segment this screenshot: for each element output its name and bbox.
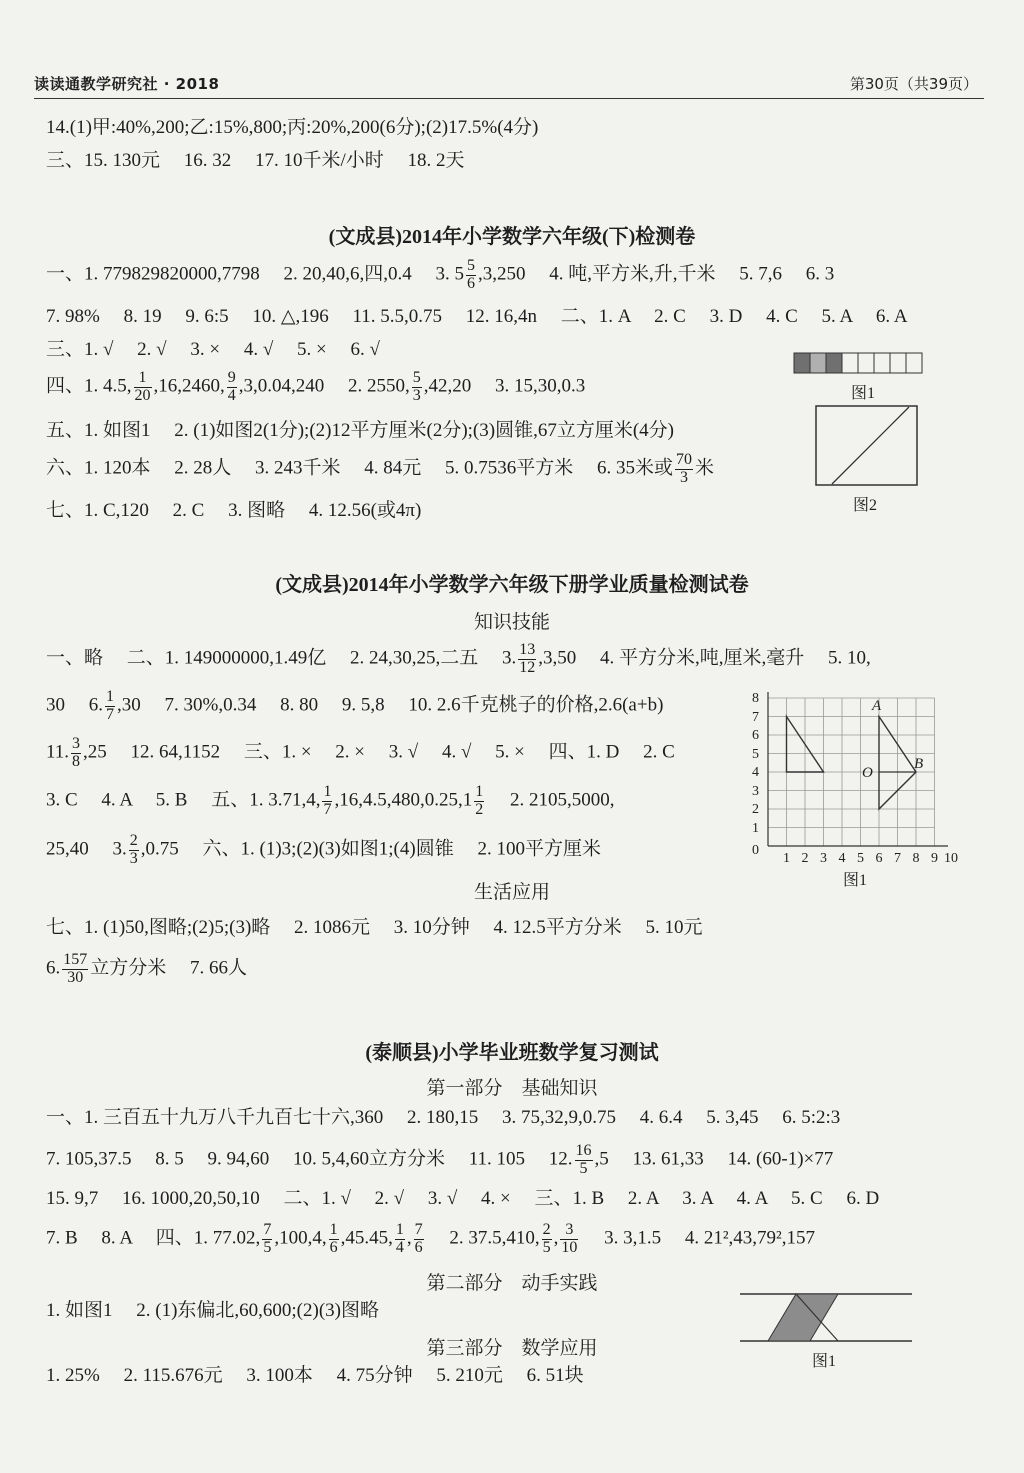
numerator: 1	[134, 370, 152, 388]
numerator: 5	[412, 369, 421, 386]
x-tick-label: 4	[838, 851, 846, 866]
y-tick-label: 2	[752, 802, 759, 817]
numerator: 1	[106, 688, 115, 705]
text-run: 25,40 3.	[46, 838, 127, 860]
denominator: 8	[72, 752, 81, 770]
section-title: (文成县)2014年小学数学六年级下册学业质量检测试卷	[275, 574, 749, 596]
fraction	[227, 370, 237, 405]
fraction	[466, 258, 476, 293]
numerator: 9	[227, 369, 236, 386]
section-title: (文成县)2014年小学数学六年级(下)检测卷	[328, 226, 696, 248]
answer-line	[46, 1222, 815, 1257]
answer-line: 七、1. (1)50,图略;(2)5;(3)略 2. 1086元 3. 10分钟 4. 12.5平方分米 5. 10元	[46, 917, 703, 938]
text-run: ,	[406, 1227, 412, 1249]
text-run: 六、1. 120本 2. 28人 3. 243千米 4. 84元 5. 0.7536平方米 6. 35米或	[46, 457, 674, 479]
answer-line	[46, 833, 601, 868]
diagonal-line	[832, 407, 909, 484]
strip-cell-light	[810, 353, 826, 373]
strip-cell-shaded	[826, 353, 842, 373]
text-run: ,100,4,	[274, 1227, 327, 1249]
numerator: 5	[467, 257, 476, 274]
answer-line: 1. 如图1 2. (1)东偏北,60,600;(2)(3)图略	[46, 1300, 379, 1321]
text-run: 6.	[46, 957, 61, 979]
fraction	[62, 952, 88, 987]
answer-line	[46, 1143, 833, 1178]
text-run: 7. 105,37.5 8. 5 9. 94,60 10. 5,4,60立方分米 11. 105 12.	[46, 1148, 573, 1170]
x-tick-label: 1	[783, 851, 790, 866]
text-run: ,16,4.5,480,0.25,1	[334, 789, 473, 811]
point-labels	[862, 698, 923, 781]
numerator: 1	[475, 783, 484, 800]
numerator: 1	[329, 1221, 338, 1238]
text-run: 30 6.	[46, 694, 104, 716]
numerator: 1	[395, 1221, 404, 1238]
x-tick-label: 7	[894, 851, 901, 866]
numerator: 16	[575, 1142, 592, 1159]
text-run: ,45.45,	[340, 1227, 393, 1249]
answer-line	[46, 258, 834, 293]
text-run: ,16,2460,	[153, 375, 225, 397]
y-tick-label: 8	[752, 691, 759, 706]
section-subtitle: 第三部分 数学应用	[426, 1338, 598, 1359]
fraction	[414, 1222, 424, 1257]
text-run: ,3,0.04,240 2. 2550,	[238, 375, 410, 397]
point-label-b: B	[914, 756, 924, 772]
denominator: 3	[680, 468, 689, 486]
numerator: 3	[72, 735, 81, 752]
denominator: 7	[323, 800, 332, 818]
numerator: 7	[414, 1221, 423, 1238]
figure-caption: 图2	[853, 497, 878, 514]
answer-line: 15. 9,7 16. 1000,20,50,10 二、1. √ 2. √ 3. √ 4. × 三、1. B 2. A 3. A 4. A 5. C 6. D	[46, 1188, 880, 1209]
text-run: ,30 7. 30%,0.34 8. 80 9. 5,8 10. 2.6千克桃子的价格,2.6(a+b)	[117, 694, 664, 716]
text-run: 3. C 4. A 5. B 五、1. 3.71,4,	[46, 789, 321, 811]
y-tick-label: 1	[752, 821, 759, 836]
answer-line: 7. 98% 8. 19 9. 6:5 10. △,196 11. 5.5,0.75 12. 16,4n 二、1. A 2. C 3. D 4. C 5. A 6. A	[46, 306, 908, 327]
point-label-o: O	[862, 765, 873, 781]
answer-line	[46, 452, 714, 487]
numerator: 2	[129, 832, 138, 849]
denominator: 2	[475, 800, 484, 818]
section-title: (泰顺县)小学毕业班数学复习测试	[365, 1042, 659, 1064]
header-publisher: 读读通教学研究社 · 2018	[34, 75, 220, 93]
numerator: 7	[263, 1221, 272, 1238]
y-tick-label: 3	[752, 784, 759, 799]
grid-figure	[748, 688, 964, 868]
denominator: 5	[263, 1238, 272, 1256]
figure-caption: 图1	[812, 1353, 837, 1370]
denominator: 12	[519, 658, 536, 676]
numerator: 157	[63, 951, 88, 968]
text-run: 一、略 二、1. 149000000,1.49亿 2. 24,30,25,二五 3.	[46, 647, 517, 669]
fraction	[542, 1222, 552, 1257]
parallel-lines-figure	[738, 1290, 914, 1346]
text-run: ,0.75 六、1. (1)3;(2)(3)如图1;(4)圆锥 2. 100平方厘米	[140, 838, 601, 860]
numerator: 70	[676, 451, 693, 468]
strip-cell	[858, 353, 874, 373]
denominator: 6	[329, 1238, 338, 1256]
denominator: 7	[106, 705, 115, 723]
text-run: 11.	[46, 741, 70, 763]
fraction	[474, 784, 484, 819]
fraction	[322, 784, 332, 819]
fraction	[71, 736, 81, 771]
answer-line: 三、1. √ 2. √ 3. × 4. √ 5. × 6. √	[46, 339, 380, 360]
header-rule	[34, 98, 984, 99]
text-run: 立方分米 7. 66人	[90, 957, 248, 979]
text-run: ,5 13. 61,33 14. (60-1)×77	[594, 1148, 834, 1170]
answer-line	[46, 370, 585, 405]
answer-line: 七、1. C,120 2. C 3. 图略 4. 12.56(或4π)	[46, 500, 422, 521]
answer-line	[46, 952, 247, 987]
strip-cell-shaded	[794, 353, 810, 373]
strip-cell	[906, 353, 922, 373]
x-tick-label: 9	[931, 851, 938, 866]
fraction	[134, 370, 152, 405]
text-run: ,25 12. 64,1152 三、1. × 2. × 3. √ 4. √ 5. × 四、1. D 2. C	[83, 741, 675, 763]
denominator: 6	[414, 1238, 423, 1256]
numerator: 2	[542, 1221, 551, 1238]
answer-line: 14.(1)甲:40%,200;乙:15%,800;丙:20%,200(6分);(2)17.5%(4分)	[46, 117, 539, 138]
denominator: 4	[395, 1238, 404, 1256]
denominator: 5	[579, 1159, 588, 1177]
y-tick-label: 4	[752, 765, 759, 780]
text-run: ,3,50 4. 平方分米,吨,厘米,毫升 5. 10,	[538, 647, 871, 669]
section-subtitle: 生活应用	[473, 882, 550, 903]
strip-cell	[874, 353, 890, 373]
text-run: 7. B 8. A 四、1. 77.02,	[46, 1227, 261, 1249]
y-tick-label: 0	[752, 843, 759, 858]
y-tick-labels	[752, 691, 759, 858]
y-tick-label: 7	[752, 710, 759, 725]
denominator: 6	[467, 274, 476, 292]
text-run: ,3,250 4. 吨,平方米,升,千米 5. 7,6 6. 3	[478, 263, 835, 285]
y-tick-label: 5	[752, 747, 759, 762]
answer-line	[46, 642, 871, 677]
denominator: 10	[561, 1238, 578, 1256]
x-tick-label: 2	[801, 851, 809, 866]
figure-caption: 图1	[851, 385, 876, 402]
answer-line: 一、1. 三百五十九万八千九百七十六,360 2. 180,15 3. 75,32,9,0.75 4. 6.4 5. 3,45 6. 5:2:3	[46, 1107, 841, 1128]
numerator: 3	[560, 1222, 578, 1240]
text-run: 四、1. 4.5,	[46, 375, 132, 397]
denominator: 4	[227, 386, 236, 404]
text-run: ,	[553, 1227, 559, 1249]
fraction	[560, 1222, 578, 1257]
fraction	[105, 689, 115, 724]
section-subtitle: 第一部分 基础知识	[426, 1078, 598, 1099]
figure-caption: 图1	[843, 872, 868, 889]
fraction	[329, 1222, 339, 1257]
numerator: 1	[323, 783, 332, 800]
x-tick-label: 8	[912, 851, 920, 866]
text-run: 一、1. 779829820000,7798 2. 20,40,6,四,0.4 3. 5	[46, 263, 465, 285]
strip-figure	[793, 352, 925, 376]
x-tick-label: 10	[944, 851, 958, 866]
answer-line	[46, 784, 615, 819]
text-run: ,42,20 3. 15,30,0.3	[423, 375, 586, 397]
denominator: 3	[412, 386, 421, 404]
x-tick-labels	[783, 851, 958, 866]
point-label-a: A	[872, 698, 882, 714]
fraction	[518, 642, 536, 677]
rectangle-outline	[816, 406, 917, 485]
x-tick-label: 5	[857, 851, 864, 866]
text-run: 2. 37.5,410,	[425, 1227, 540, 1249]
fraction	[262, 1222, 272, 1257]
denominator: 30	[67, 968, 84, 986]
fraction	[412, 370, 422, 405]
numerator: 13	[519, 641, 536, 658]
answer-line	[46, 689, 663, 724]
strip-cell	[890, 353, 906, 373]
text-run: 2. 2105,5000,	[486, 789, 615, 811]
denominator: 3	[129, 849, 138, 867]
text-run: 米	[695, 457, 715, 479]
x-tick-label: 3	[820, 851, 827, 866]
answer-line: 五、1. 如图1 2. (1)如图2(1分);(2)12平方厘米(2分);(3)圆锥,67立方厘米(4分)	[46, 420, 674, 441]
fraction	[395, 1222, 405, 1257]
header-page-number: 第30页（共39页）	[849, 75, 978, 93]
answer-line: 三、15. 130元 16. 32 17. 10千米/小时 18. 2天	[46, 150, 465, 171]
denominator: 20	[134, 386, 151, 404]
y-tick-label: 6	[752, 728, 759, 743]
fraction	[675, 452, 693, 487]
fraction	[129, 833, 139, 868]
answer-line	[46, 736, 675, 771]
section-subtitle: 知识技能	[473, 612, 550, 633]
fraction	[575, 1143, 593, 1178]
x-tick-label: 6	[875, 851, 883, 866]
answer-line: 1. 25% 2. 115.676元 3. 100本 4. 75分钟 5. 210元 6. 51块	[46, 1365, 584, 1386]
section-subtitle: 第二部分 动手实践	[426, 1273, 598, 1294]
square-diagonal-figure	[815, 405, 919, 487]
denominator: 5	[542, 1238, 551, 1256]
text-run: 3. 3,1.5 4. 21²,43,79²,157	[580, 1227, 815, 1249]
strip-cell	[842, 353, 858, 373]
